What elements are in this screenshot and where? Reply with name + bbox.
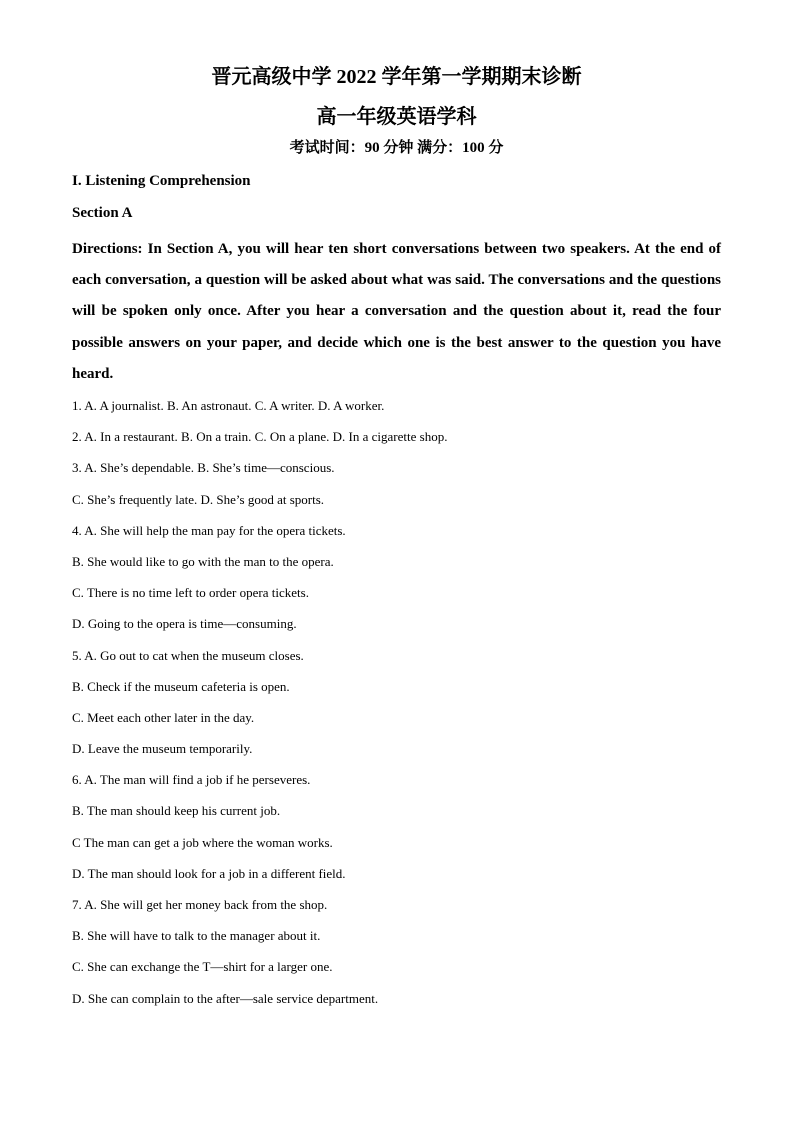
question-list [72, 396, 721, 1009]
question-line: D. Going to the opera is time—consuming. [72, 616, 297, 632]
part-heading: I. Listening Comprehension [72, 173, 251, 189]
question-line: 1. A. A journalist. B. An astronaut. C. A writer. D. A worker. [72, 398, 385, 414]
section-heading: Section A [72, 205, 133, 221]
question-line: 6. A. The man will find a job if he perseveres. [72, 772, 311, 788]
directions-text: Directions: In Section A, you will hear ten short conversations between two speakers. At the end of each conversation, a question will be asked about what was said. The conversations and the questions will be spoken only once. After you hear a conversation and the question about it, read the four possible answers on your paper, and decide which one is the best answer to the question you have heard. [72, 241, 721, 382]
question-line: C. She’s frequently late. D. She’s good at sports. [72, 491, 325, 507]
question-line: C. Meet each other later in the day. [72, 709, 255, 725]
question-line: B. She will have to talk to the manager about it. [72, 928, 321, 944]
question-line: D. She can complain to the after—sale service department. [72, 990, 379, 1006]
question-line: 4. A. She will help the man pay for the opera tickets. [72, 522, 346, 538]
question-line: 5. A. Go out to cat when the museum closes. [72, 647, 304, 663]
question-line: D. Leave the museum temporarily. [72, 741, 253, 757]
question-line: 2. A. In a restaurant. B. On a train. C. On a plane. D. In a cigarette shop. [72, 429, 448, 445]
question-line: 7. A. She will get her money back from the shop. [72, 897, 328, 913]
question-line: C The man can get a job where the woman works. [72, 834, 333, 850]
exam-title: 晋元高级中学 2022 学年第一学期期末诊断 [211, 66, 582, 88]
question-line: B. She would like to go with the man to the opera. [72, 553, 334, 569]
question-line: B. The man should keep his current job. [72, 803, 281, 819]
question-line: 3. A. She’s dependable. B. She’s time—conscious. [72, 460, 335, 476]
exam-meta: 考试时间：90 分钟 满分：100 分 [289, 140, 504, 156]
question-line: D. The man should look for a job in a different field. [72, 865, 346, 881]
question-line: B. Check if the museum cafeteria is open. [72, 678, 290, 694]
question-line: C. She can exchange the T—shirt for a larger one. [72, 959, 333, 975]
exam-subtitle: 高一年级英语学科 [316, 106, 477, 128]
question-line: C. There is no time left to order opera tickets. [72, 585, 309, 601]
